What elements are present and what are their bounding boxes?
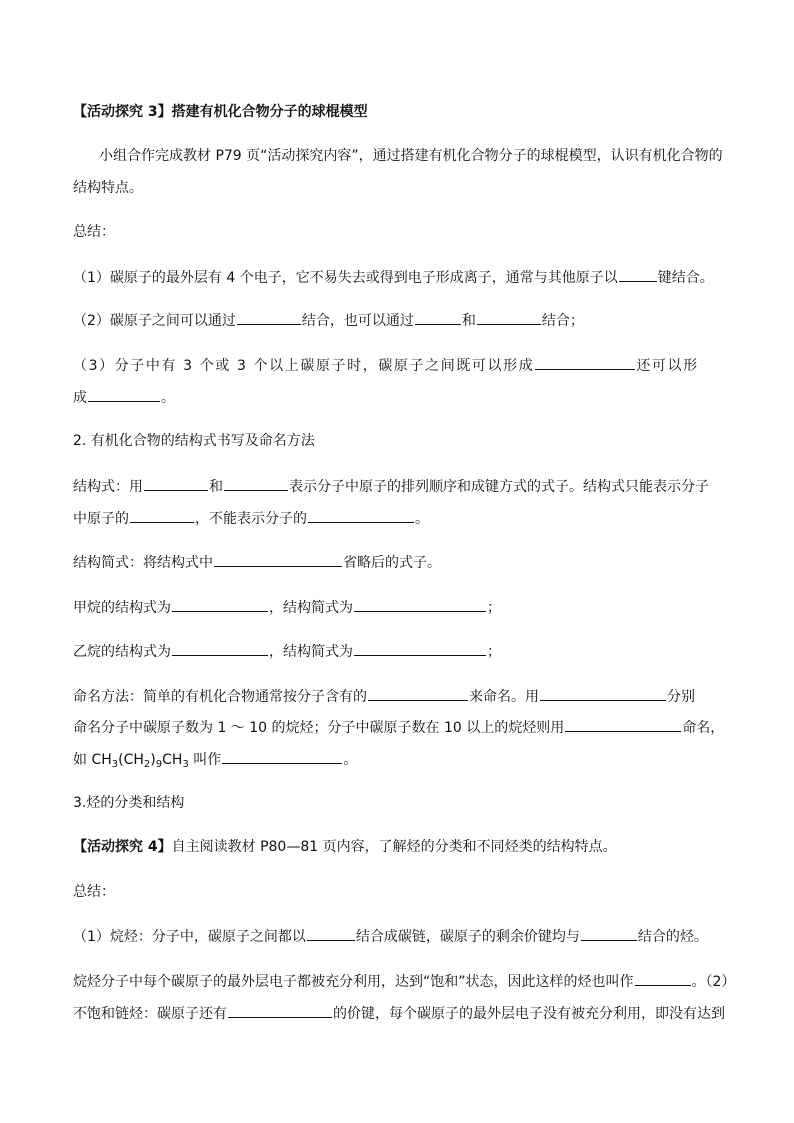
fill-blank[interactable] (224, 476, 288, 491)
structural-formula-line2 (73, 508, 723, 529)
summary1-item1-text: （1）碳原子的最外层有 4 个电子，它不易失去或得到电子形成离子，通常与其他原子以 (73, 270, 618, 286)
formula-subscript: 2 (143, 759, 151, 770)
activity4-line (73, 837, 723, 857)
summary1-item2-text2: 结合，也可以通过 (301, 313, 414, 329)
summary1-item1 (73, 267, 723, 288)
fill-blank[interactable] (172, 641, 268, 656)
summary1-item3-line2 (73, 387, 723, 408)
fill-blank[interactable] (565, 717, 681, 732)
alkane-text: （1）烷烃：分子中，碳原子之间都以 (73, 929, 306, 945)
naming-text3: 分别 (667, 689, 695, 705)
activity4-label: 【活动探究 4】 (73, 839, 172, 855)
naming-text6: 叫作 (188, 752, 222, 768)
formula-paren: ) (150, 752, 156, 768)
fill-blank[interactable] (477, 310, 541, 325)
fill-blank[interactable] (581, 926, 637, 941)
fill-blank[interactable] (222, 749, 342, 764)
naming-line2 (73, 717, 723, 738)
saturated-text: 烷烃分子中每个碳原子的最外层电子都被充分利用，达到“饱和”状态，因此这样的烃也叫作 (73, 974, 634, 990)
summary1-item3-text: （3）分子中有 3 个或 3 个以上碳原子时，碳原子之间既可以形成 (73, 358, 535, 374)
fill-blank[interactable] (415, 310, 461, 325)
naming-text: 命名方法：简单的有机化合物通常按分子含有的 (73, 689, 367, 705)
formula-subscript: 3 (111, 759, 119, 770)
activity3-paragraph-line2: 结构特点。 (73, 180, 143, 196)
condensed-formula-text: 结构简式：将结构式中 (73, 555, 213, 571)
naming-text2: 来命名。用 (469, 689, 539, 705)
summary2-label: 总结： (73, 884, 115, 900)
fill-blank[interactable] (535, 355, 635, 370)
structural-formula-end: 。 (415, 511, 429, 527)
summary1-item1-end: 键结合。 (657, 270, 714, 286)
naming-line1 (73, 686, 723, 707)
fill-blank[interactable] (635, 971, 691, 986)
summary1-item2 (73, 310, 723, 331)
formula-ch2: (CH (118, 752, 144, 768)
summary1-item3-text3: 成 (73, 390, 87, 406)
methane-line (73, 597, 723, 618)
activity3-heading: 【活动探究 3】搭建有机化合物分子的球棍模型 (73, 104, 368, 120)
condensed-formula-line (73, 552, 723, 573)
naming-line3 (73, 749, 723, 770)
activity4-text: 自主阅读教材 P80—81 页内容，了解烃的分类和不同烃类的结构特点。 (171, 839, 617, 855)
fill-blank[interactable] (88, 387, 160, 402)
structural-formula-line1 (73, 476, 723, 497)
alkane-end: 结合的烃。 (637, 929, 708, 945)
formula-ch: 如 CH (73, 752, 112, 768)
summary1-item3-end: 。 (161, 390, 175, 406)
condensed-formula-end: 省略后的式子。 (343, 555, 441, 571)
saturated-end: 。（2） (691, 974, 736, 990)
fill-blank[interactable] (214, 552, 342, 567)
fill-blank[interactable] (307, 926, 355, 941)
structural-formula-text: 结构式：用 (73, 479, 143, 495)
fill-blank[interactable] (308, 508, 414, 523)
summary1-item2-and: 和 (461, 313, 476, 329)
fill-blank[interactable] (237, 310, 301, 325)
fill-blank[interactable] (354, 597, 486, 612)
ethane-text: 乙烷的结构式为 (73, 644, 171, 660)
fill-blank[interactable] (368, 686, 468, 701)
unsaturated-line (73, 1003, 723, 1024)
summary1-item3-text2: 还可以形 (636, 358, 699, 374)
section2-title: 2. 有机化合物的结构式书写及命名方法 (73, 433, 315, 449)
ethane-line (73, 641, 723, 662)
structural-formula-text3: 中原子的 (73, 511, 129, 527)
summary1-item2-end: 结合； (541, 313, 584, 329)
naming-text4: 命名分子中碳原子数为 1 ～ 10 的烷烃；分子中碳原子数在 10 以上的烷烃则用 (73, 720, 565, 736)
fill-blank[interactable] (619, 267, 657, 282)
summary1-label: 总结： (73, 224, 115, 240)
fill-blank[interactable] (540, 686, 666, 701)
unsaturated-text2: 的价键，每个碳原子的最外层电子没有被充分利用，即没有达到 (333, 1006, 725, 1022)
alkane-text2: 结合成碳链，碳原子的剩余价键均与 (355, 929, 580, 945)
structural-formula-and: 和 (209, 479, 223, 495)
structural-formula-text2: 表示分子中原子的排列顺序和成键方式的式子。结构式只能表示分子 (289, 479, 709, 495)
summary1-item2-text: （2）碳原子之间可以通过 (73, 313, 236, 329)
activity3-paragraph-line1: 小组合作完成教材 P79 页“活动探究内容”，通过搭建有机化合物分子的球棍模型，认识有机化合物的 (99, 148, 723, 164)
ethane-end: ； (487, 644, 501, 660)
alkane-line (73, 926, 723, 947)
structural-formula-text4: ，不能表示分子的 (195, 511, 307, 527)
methane-text2: ，结构简式为 (269, 600, 353, 616)
section3-title: 3.烃的分类和结构 (73, 795, 185, 811)
formula-subscript: 9 (155, 759, 163, 770)
fill-blank[interactable] (130, 508, 194, 523)
naming-text5: 命名， (682, 720, 725, 736)
fill-blank[interactable] (144, 476, 208, 491)
methane-text: 甲烷的结构式为 (73, 600, 171, 616)
saturated-line (73, 971, 736, 992)
unsaturated-text: 不饱和链烃：碳原子还有 (73, 1006, 227, 1022)
formula-ch3: CH (162, 752, 183, 768)
fill-blank[interactable] (228, 1003, 332, 1018)
fill-blank[interactable] (354, 641, 486, 656)
ethane-text2: ，结构简式为 (269, 644, 353, 660)
fill-blank[interactable] (172, 597, 268, 612)
methane-end: ； (487, 600, 501, 616)
formula-subscript: 3 (182, 759, 189, 770)
summary1-item3-line1 (73, 355, 723, 376)
naming-end: 。 (343, 752, 358, 768)
